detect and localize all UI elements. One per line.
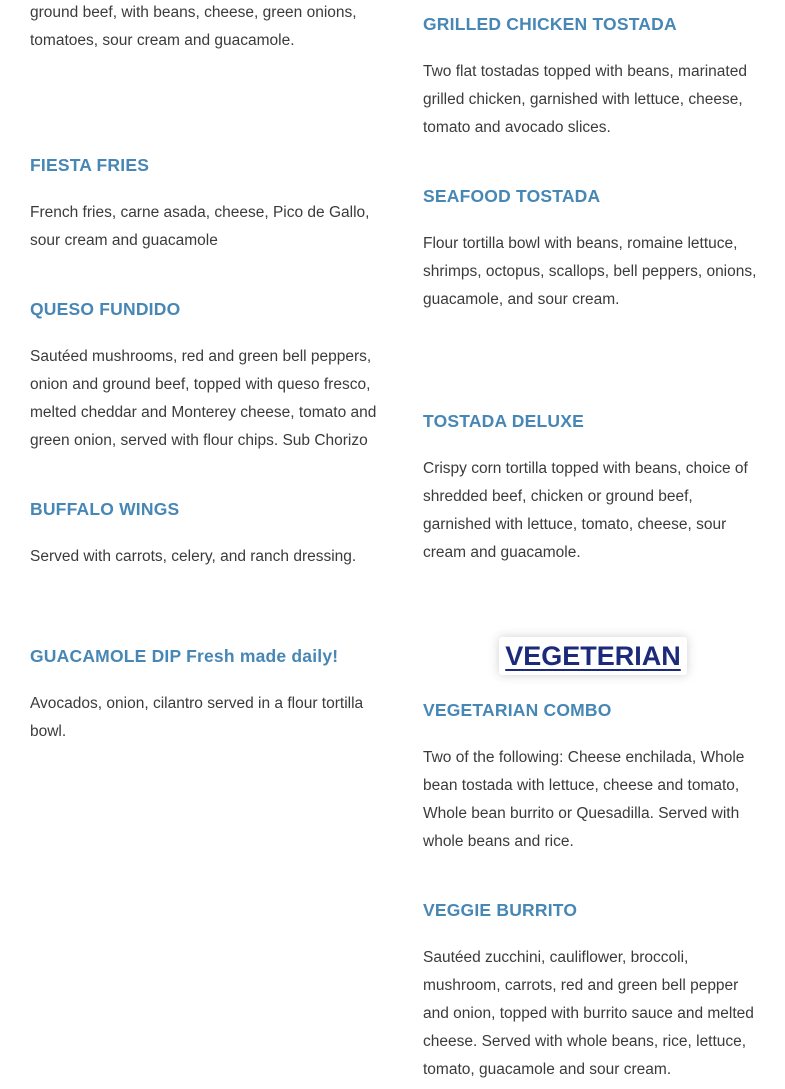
menu-item-guacamole-dip (30, 645, 378, 746)
menu-item-name: VEGETARIAN COMBO (423, 700, 612, 720)
menu-item-name: TOSTADA DELUXE (423, 411, 584, 431)
menu-item-description: Avocados, onion, cilantro served in a flour tortilla bowl. (30, 695, 364, 740)
menu-item-description: Served with carrots, celery, and ranch dressing. (30, 548, 357, 565)
menu-section-vegetarian (423, 637, 763, 675)
menu-item-name: BUFFALO WINGS (30, 499, 180, 519)
menu-section-title: VEGETERIAN (499, 637, 687, 675)
menu-item-description: Sautéed zucchini, cauliflower, broccoli, mushroom, carrots, red and green bell pepper and onion, topped with burrito sauce and melted cheese. Served with whole beans, rice, lettuce, tomato, guacamole and sour cream. (423, 949, 754, 1078)
menu-item-name: SEAFOOD TOSTADA (423, 186, 601, 206)
menu-item-name: VEGGIE BURRITO (423, 900, 578, 920)
menu-item-name: GRILLED CHICKEN TOSTADA (423, 14, 677, 34)
menu-item-grilled-chicken-tostada (423, 13, 763, 142)
menu-item-description: French fries, carne asada, cheese, Pico de Gallo, sour cream and guacamole (30, 204, 370, 249)
menu-item-description: Two flat tostadas topped with beans, marinated grilled chicken, garnished with lettuce, cheese, tomato and avocado slices. (423, 63, 747, 136)
menu-item-fiesta-fries (30, 154, 378, 255)
menu-item-vegetarian-combo (423, 699, 763, 856)
menu-item-description-continuation: ground beef, with beans, cheese, green onions, tomatoes, sour cream and guacamole. (30, 4, 357, 49)
menu-item-description: Crispy corn tortilla topped with beans, choice of shredded beef, chicken or ground beef, garnished with lettuce, tomato, cheese, sour cream and guacamole. (423, 460, 748, 561)
menu-item-veggie-burrito (423, 899, 763, 1084)
menu-item-queso-fundido (30, 298, 378, 455)
menu-item-tostada-deluxe (423, 410, 763, 567)
menu-item-name: FIESTA FRIES (30, 155, 150, 175)
menu-item-description: Two of the following: Cheese enchilada, Whole bean tostada with lettuce, cheese and tomato, Whole bean burrito or Quesadilla. Served with whole beans and rice. (423, 749, 745, 850)
menu-item-description: Flour tortilla bowl with beans, romaine lettuce, shrimps, octopus, scallops, bell peppers, onions, guacamole, and sour cream. (423, 235, 757, 308)
menu-column-right (423, 0, 763, 1084)
menu-item-buffalo-wings (30, 498, 378, 571)
menu-column-left (30, 0, 378, 746)
menu-item-name: GUACAMOLE DIP Fresh made daily! (30, 646, 339, 666)
menu-item-name: QUESO FUNDIDO (30, 299, 181, 319)
menu-item-description: Sautéed mushrooms, red and green bell peppers, onion and ground beef, topped with queso fresco, melted cheddar and Monterey cheese, tomato and green onion, served with flour chips. Sub Chorizo (30, 348, 377, 449)
menu-item-seafood-tostada (423, 185, 763, 314)
